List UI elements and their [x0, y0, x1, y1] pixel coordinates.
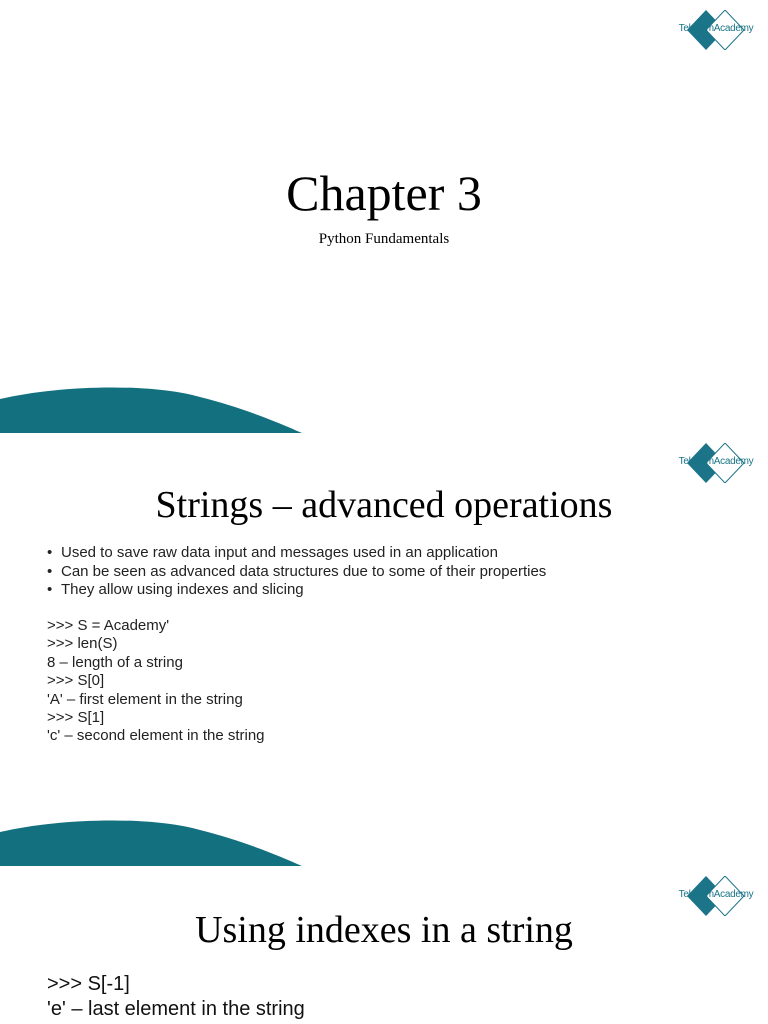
- code-line: >>> len(S): [47, 635, 118, 653]
- code-example: [47, 972, 305, 1022]
- logo-word-academy: Academy: [713, 23, 754, 34]
- logo-word-telecom: Telecom: [678, 23, 714, 34]
- logo-word-telecom: Telecom: [678, 889, 714, 900]
- telecom-academy-logo: [672, 10, 760, 50]
- wave-decoration-icon: [0, 387, 310, 433]
- code-line: >>> S[-1]: [47, 973, 130, 995]
- slide-title: Using indexes in a string: [195, 909, 573, 951]
- slide-title: Chapter 3: [286, 165, 482, 221]
- slide-3: [0, 866, 768, 1024]
- logo-word-academy: Academy: [713, 889, 754, 900]
- logo-text: [672, 23, 760, 34]
- bullet-item: • Can be seen as advanced data structures due to some of their properties: [47, 563, 546, 582]
- telecom-academy-logo: [672, 443, 760, 483]
- wave-decoration-icon: [0, 820, 310, 866]
- code-line: 'c' – second element in the string: [47, 727, 265, 745]
- bullet-list: [47, 544, 546, 600]
- logo-text: [672, 456, 760, 467]
- slide-title: Strings – advanced operations: [155, 484, 613, 526]
- code-line: >>> S = Academy': [47, 617, 170, 634]
- slide-2: [0, 433, 768, 866]
- code-line: 'A' – first element in the string: [47, 690, 243, 708]
- code-example: [47, 617, 265, 746]
- slide-subtitle: Python Fundamentals: [318, 231, 450, 247]
- slide-1: [0, 0, 768, 433]
- bullet-item: • Used to save raw data input and messages used in an application: [47, 544, 546, 563]
- code-line: 'e' – last element in the string: [47, 998, 305, 1020]
- code-line: >>> S[0]: [47, 672, 105, 690]
- bullet-item: • They allow using indexes and slicing: [47, 581, 546, 600]
- code-line: >>> S[1]: [47, 709, 105, 727]
- logo-word-telecom: Telecom: [678, 456, 714, 467]
- code-line: 8 – length of a string: [47, 653, 183, 671]
- logo-text: [672, 889, 760, 900]
- logo-word-academy: Academy: [713, 456, 754, 467]
